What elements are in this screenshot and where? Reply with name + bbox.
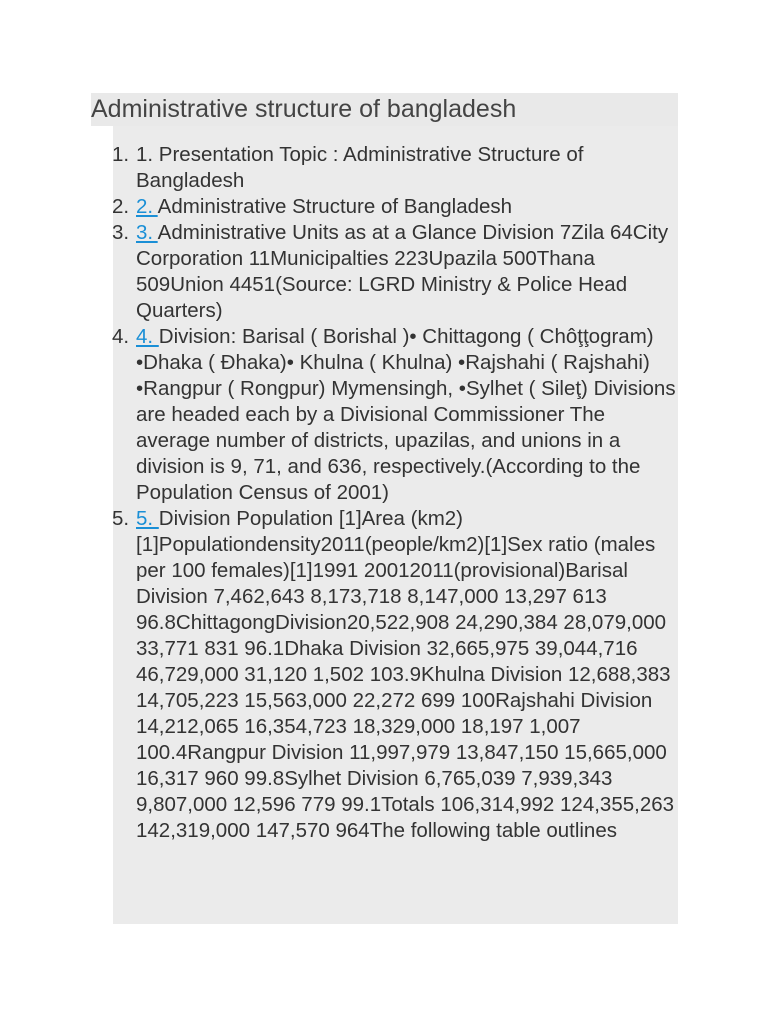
slide-link[interactable]: 3. bbox=[136, 221, 158, 244]
item-text: Division: Barisal ( Borishal )• Chittagong ( Chôţţogram) •Dhaka ( Đhaka)• Khulna ( Khulna) •Rajshahi ( Rajshahi) •Rangpur ( Rongpur) Mymensingh, •Sylhet ( Sileţ) Divisions are headed each by a Divisional Commissioner The average number of districts, upazilas, and unions in a division is 9, 71, and 636, respectively.(According to the Population Census of 2001) bbox=[136, 325, 676, 504]
list-item bbox=[112, 324, 681, 506]
item-text: Administrative Units as at a Glance Division 7Zila 64City Corporation 11Municipalties 223Upazila 500Thana 509Union 4451(Source: LGRD Ministry & Police Head Quarters) bbox=[136, 221, 669, 322]
item-text: Division Population [1]Area (km2) [1]Populationdensity2011(people/km2)[1]Sex ratio (males per 100 females)[1]1991 20012011(provisional)Barisal Division 7,462,643 8,173,718 8,147,000 13,297 613 96.8ChittagongDivision20,522,908 24,290,384 28,079,000 33,771 831 96.1Dhaka Division 32,665,975 39,044,716 46,729,000 31,120 1,502 103.9Khulna Division 12,688,383 14,705,223 15,563,000 22,272 699 100Rajshahi Division 14,212,065 16,354,723 18,329,000 18,197 1,007 100.4Rangpur Division 11,997,979 13,847,150 15,665,000 16,317 960 99.8Sylhet Division 6,765,039 7,939,343 9,807,000 12,596 779 99.1Totals 106,314,992 124,355,263 142,319,000 147,570 964The following table outlines bbox=[136, 507, 675, 842]
list-item bbox=[112, 220, 681, 324]
page-title: Administrative structure of bangladesh bbox=[91, 95, 517, 123]
item-text: Administrative Structure of Bangladesh bbox=[157, 195, 513, 218]
slide-link[interactable]: 4. bbox=[136, 325, 159, 348]
item-number: 1. bbox=[112, 143, 130, 166]
item-number: 4. bbox=[112, 325, 130, 348]
slide-link[interactable]: 5. bbox=[136, 507, 159, 530]
item-number: 2. bbox=[112, 195, 130, 218]
slide-list bbox=[112, 142, 681, 844]
list-item bbox=[112, 194, 681, 220]
item-text: 1. Presentation Topic : Administrative Structure of Bangladesh bbox=[136, 143, 584, 192]
slide-link[interactable]: 2. bbox=[136, 195, 158, 218]
item-number: 3. bbox=[112, 221, 130, 244]
item-number: 5. bbox=[112, 507, 130, 530]
list-item bbox=[112, 142, 681, 194]
list-item bbox=[112, 506, 681, 844]
